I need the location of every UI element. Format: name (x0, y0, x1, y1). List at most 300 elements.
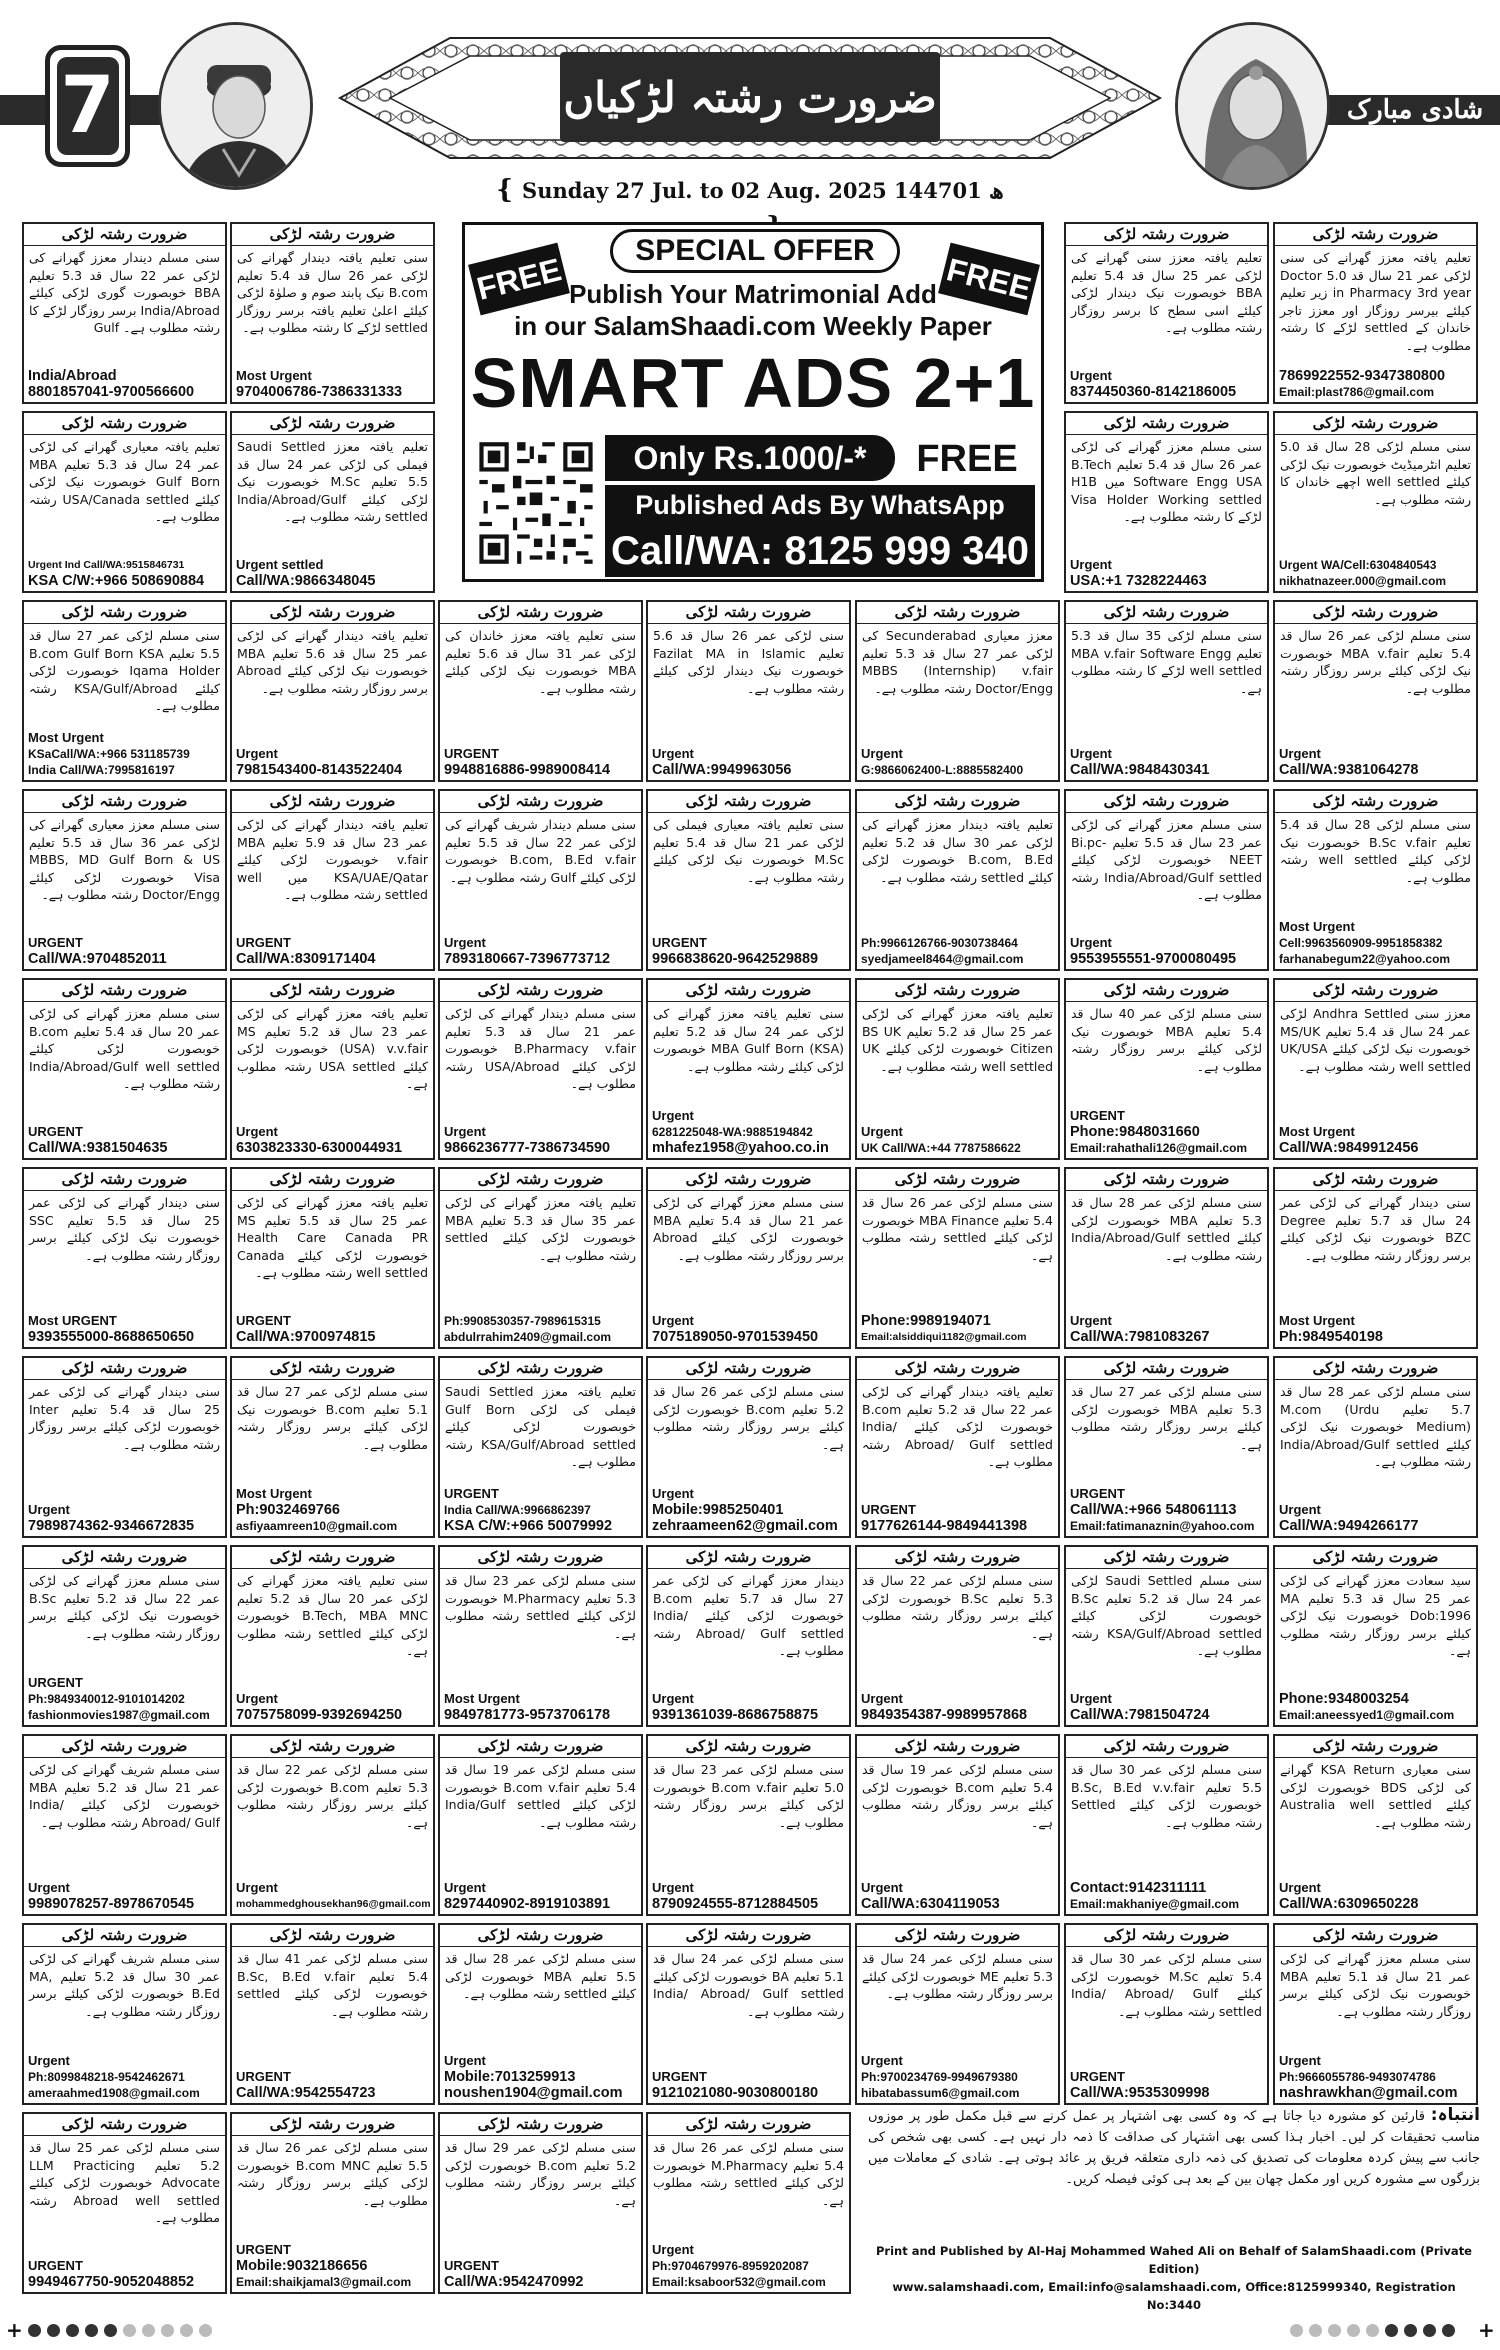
bride-portrait (1175, 22, 1330, 190)
ad-contact-line: URGENT (444, 746, 499, 761)
ad-contact-line[interactable]: 9704006786-7386331333 (236, 384, 403, 400)
ad-heading: ضرورت رشتہ لڑکی (232, 602, 433, 624)
matrimonial-ad[interactable] (438, 1923, 643, 2105)
ad-heading: ضرورت رشتہ لڑکی (24, 1358, 225, 1380)
ad-contact-line[interactable]: India Call/WA:9966862397 (444, 1503, 591, 1517)
ad-contact-line[interactable]: syedjameel8464@gmail.com (861, 952, 1024, 966)
ad-contact-line[interactable]: Call/WA:9949963056 (652, 762, 792, 778)
ad-contact (857, 1313, 1058, 1347)
ad-contact-line[interactable]: Call/WA:9849912456 (1279, 1140, 1419, 1156)
ad-contact-line[interactable]: Ph:9849540198 (1279, 1329, 1383, 1345)
ad-heading: ضرورت رشتہ لڑکی (1275, 413, 1476, 435)
ad-body-text: سنی مسلم لڑکی عمر 26 سال قد 5.2 تعلیم B.com خوبصورت لڑکی کیلئے برسر روزگار رشتہ مطلوب ہے۔ (653, 1384, 844, 1452)
matrimonial-ad[interactable] (438, 1734, 643, 1916)
ad-body-text: تعلیم یافتہ معزز گھرانے کی لڑکی عمر 25 سال قد 5.2 تعلیم BS UK Citizen خوبصورت لڑکی کیلئے UK well settled رشتہ مطلوب ہے۔ (862, 1006, 1053, 1074)
ad-contact-line[interactable]: Ph:8099848218-9542462671 (28, 2070, 185, 2084)
ad-heading: ضرورت رشتہ لڑکی (440, 980, 641, 1002)
ad-body-text: سنی دیندار گھرانے کی لڑکی عمر 25 سال قد 5.5 تعلیم SSC خوبصورت نیک لڑکی کیلئے برسر روزگار رشتہ مطلوب ہے۔ (29, 1195, 221, 1263)
ad-contact-line: URGENT (236, 2242, 291, 2257)
matrimonial-ad[interactable] (855, 789, 1060, 971)
matrimonial-ad[interactable] (230, 1356, 435, 1538)
ad-heading: ضرورت رشتہ لڑکی (1275, 1547, 1476, 1569)
ad-contact (648, 2069, 849, 2103)
ad-contact (232, 1124, 433, 1158)
ad-contact-line: URGENT (236, 1313, 291, 1328)
ad-contact-line[interactable]: G:9866062400-L:8885582400 (861, 763, 1024, 777)
ad-contact-line[interactable]: KSA C/W:+966 50079992 (444, 1518, 613, 1534)
ad-contact-line[interactable]: zehraameen62@gmail.com (652, 1518, 838, 1534)
ad-body-text: تعلیم یافتہ معیاری گھرانے کی لڑکی عمر 24 سال قد 5.3 تعلیم MBA Gulf Born خوبصورت نیک لڑکی کیلئے USA/Canada settled رشتہ مطلوب ہے۔ (29, 439, 221, 524)
offer-whatsapp-line: Published Ads By WhatsApp (605, 485, 1035, 525)
ad-contact-line: Urgent (652, 1691, 694, 1706)
ad-contact-line[interactable]: 6281225048-WA:9885194842 (652, 1125, 813, 1139)
matrimonial-ad[interactable] (1273, 1356, 1478, 1538)
matrimonial-ad[interactable] (646, 789, 851, 971)
ad-contact-line[interactable]: Call/WA:7981083267 (1070, 1329, 1210, 1345)
ad-body-text: تعلیم یافتہ دیندار گھرانے کی لڑکی عمر 23 سال قد 5.9 تعلیم MBA v.fair خوبصورت لڑکی کیلئے KSA/UAE/Qatar میں well settled رشتہ مطلوب ہے۔ (237, 817, 429, 902)
offer-free-label: FREE (916, 438, 1018, 480)
matrimonial-ad[interactable] (438, 978, 643, 1160)
ad-contact-line: Urgent (444, 1124, 486, 1139)
matrimonial-ad[interactable] (438, 600, 643, 782)
free-tag-right: FREE (938, 243, 1040, 316)
ad-contact-line[interactable]: asfiyaamreen10@gmail.com (236, 1519, 398, 1533)
ad-contact-line[interactable]: Call/WA:9700974815 (236, 1329, 376, 1345)
imprint-line-1: Print and Published by Al-Haj Mohammed Wahed Ali on Behalf of SalamShaadi.com (Private Edition) (875, 2244, 1472, 2276)
ad-body-text: سنی معیاری KSA Return گھرانے کی لڑکی BDS خوبصورت لڑکی کیلئے Australia well settled رشتہ مطلوب ہے۔ (1280, 1762, 1471, 1830)
dot-icon (66, 2324, 79, 2337)
ad-contact-line[interactable]: Call/WA:9542470992 (444, 2274, 584, 2290)
ad-contact-line[interactable]: 9393555000-8688650650 (28, 1329, 195, 1345)
ad-contact-line[interactable]: Mobile:9032186656 (236, 2258, 368, 2274)
ad-contact-line[interactable]: Call/WA:9866348045 (236, 573, 376, 589)
ad-contact (1066, 557, 1267, 591)
matrimonial-ad[interactable] (1064, 1545, 1269, 1727)
ad-contact-line[interactable]: KSaCall/WA:+966 531185739 (28, 747, 190, 761)
ad-contact-line[interactable]: 9121021080-9030800180 (652, 2085, 819, 2101)
ad-contact (648, 1313, 849, 1347)
matrimonial-ad[interactable] (855, 1734, 1060, 1916)
ad-contact-line[interactable]: mohammedghousekhan96@gmail.com (236, 1898, 431, 1910)
ad-contact (648, 1486, 849, 1536)
matrimonial-ad[interactable] (855, 978, 1060, 1160)
ad-contact-line[interactable]: Ph:9666055786-9493074786 (1279, 2070, 1436, 2084)
ad-contact-line: Urgent (1070, 557, 1112, 572)
ad-heading: ضرورت رشتہ لڑکی (232, 1736, 433, 1758)
matrimonial-ad[interactable] (22, 1734, 227, 1916)
ad-contact-line[interactable]: 9391361039-8686758875 (652, 1707, 819, 1723)
ad-contact-line: Urgent (28, 2053, 70, 2068)
ad-body-text: سید سعادت معزز گھرانے کی لڑکی عمر 25 سال قد 5.3 تعلیم MA Dob:1996 خوبصورت نیک لڑکی کیلئے برسر روزگار رشتہ مطلوب ہے۔ (1280, 1573, 1471, 1658)
ad-contact-line: India/Abroad (28, 368, 117, 384)
ad-contact-line[interactable]: 9849354387-9989957868 (861, 1707, 1028, 1723)
ad-contact-line[interactable]: Call/WA:9704852011 (28, 951, 167, 967)
ad-contact-line[interactable]: Email:shaikjamal3@gmail.com (236, 2275, 412, 2289)
matrimonial-ad[interactable] (1064, 1923, 1269, 2105)
matrimonial-ad[interactable] (22, 1356, 227, 1538)
ad-contact-line[interactable]: Cell:9963560909-9951858382 (1279, 936, 1443, 950)
ad-body-text: سنی مسلم لڑکی عمر 30 سال قد 5.5 تعلیم B.Sc, B.Ed v.v.fair خوبصورت لڑکی کیلئے Settled رشتہ مطلوب ہے۔ (1071, 1762, 1262, 1830)
ad-contact-line: URGENT (28, 1675, 83, 1690)
bride-illustration-icon (1178, 25, 1330, 190)
color-dots-left (28, 2322, 212, 2338)
ad-contact-line[interactable]: Ph:9704679976-8959202087 (652, 2259, 809, 2273)
ad-contact-line[interactable]: Ph:9700234769-9949679380 (861, 2070, 1018, 2084)
ad-contact-line[interactable]: Call/WA:6309650228 (1279, 1896, 1419, 1912)
ad-contact (1275, 1691, 1476, 1725)
matrimonial-ad[interactable] (230, 1734, 435, 1916)
matrimonial-ad[interactable] (1064, 789, 1269, 971)
matrimonial-ad[interactable] (1273, 411, 1478, 593)
ad-heading: ضرورت رشتہ لڑکی (440, 1547, 641, 1569)
dot-icon (1290, 2324, 1303, 2337)
ad-heading: ضرورت رشتہ لڑکی (857, 1736, 1058, 1758)
ad-heading: ضرورت رشتہ لڑکی (648, 602, 849, 624)
ad-heading: ضرورت رشتہ لڑکی (1066, 602, 1267, 624)
qr-code-icon[interactable] (475, 438, 597, 568)
dot-icon (199, 2324, 212, 2337)
ad-contact-line[interactable]: Call/WA:9848430341 (1070, 762, 1210, 778)
special-offer-box[interactable] (462, 222, 1044, 582)
matrimonial-ad[interactable] (646, 1167, 851, 1349)
ad-body-text: سنی مسلم دیندار گھرانے کی لڑکی عمر 21 سال قد 5.3 تعلیم B.Pharmacy v.fair خوبصورت لڑکی کیلئے USA/Abroad رشتہ مطلوب ہے۔ (445, 1006, 636, 1091)
ad-contact-line[interactable]: 6303823330-6300044931 (236, 1140, 403, 1156)
issue-date-text: Sunday 27 Jul. to 02 Aug. 2025 1447ھ 01 (522, 178, 1004, 203)
page-title: ضرورت رشتہ لڑکیاں (560, 52, 940, 142)
dot-icon (1442, 2324, 1455, 2337)
ad-contact (440, 1486, 641, 1536)
ad-contact-line[interactable]: KSA C/W:+966 508690884 (28, 573, 205, 589)
ad-body-text: معزز معیاری Secunderabad کی لڑکی عمر 27 سال قد 5.3 تعلیم MBBS (Internship) v.fair Doctor/Engg رشتہ مطلوب ہے۔ (862, 628, 1054, 696)
ad-contact-line: URGENT (652, 2069, 707, 2084)
matrimonial-ad[interactable] (438, 1167, 643, 1349)
ad-contact-line[interactable]: 7869922552-9347380800 (1279, 368, 1446, 384)
dot-icon (104, 2324, 117, 2337)
dot-icon (1309, 2324, 1322, 2337)
matrimonial-ad[interactable] (230, 1923, 435, 2105)
ad-contact-line: Most Urgent (1279, 1124, 1355, 1139)
ad-contact-line[interactable]: 9553955551-9700080495 (1070, 951, 1237, 967)
matrimonial-ad[interactable] (1273, 1167, 1478, 1349)
ad-body-text: سنی مسلم لڑکی عمر 23 سال قد 5.3 تعلیم M.Pharmacy خوبصورت لڑکی کیلئے settled رشتہ مطلوب ہے۔ (445, 1573, 636, 1641)
ad-contact-line[interactable]: Ph:9966126766-9030738464 (861, 936, 1018, 950)
matrimonial-ad[interactable] (646, 1734, 851, 1916)
matrimonial-ad[interactable] (438, 1545, 643, 1727)
ad-heading: ضرورت رشتہ لڑکی (440, 1358, 641, 1380)
ad-contact-line[interactable]: Phone:9989194071 (861, 1313, 991, 1329)
matrimonial-ad[interactable] (230, 222, 435, 404)
ad-heading: ضرورت رشتہ لڑکی (648, 1169, 849, 1191)
ad-heading: ضرورت رشتہ لڑکی (1275, 980, 1476, 1002)
matrimonial-ad[interactable] (22, 222, 227, 404)
ad-contact-line[interactable]: Call/WA:9381064278 (1279, 762, 1419, 778)
ad-heading: ضرورت رشتہ لڑکی (24, 602, 225, 624)
ad-contact-line[interactable]: 8790924555-8712884505 (652, 1896, 819, 1912)
ad-body-text: سنی مسلم لڑکی عمر 24 سال قد 5.3 تعلیم ME خوبصورت لڑکی کیلئے برسر روزگار رشتہ مطلوب ہے۔ (862, 1951, 1054, 2001)
ad-contact-line[interactable]: India Call/WA:7995816197 (28, 763, 175, 777)
ad-heading: ضرورت رشتہ لڑکی (440, 2114, 641, 2136)
ad-contact (1066, 2069, 1267, 2103)
dot-icon (28, 2324, 41, 2337)
ad-contact-line[interactable]: mhafez1958@yahoo.co.in (652, 1140, 829, 1156)
matrimonial-ad[interactable] (22, 600, 227, 782)
matrimonial-ad[interactable] (646, 978, 851, 1160)
registration-mark-right-icon: + (1478, 2318, 1495, 2342)
ad-contact (1066, 1108, 1267, 1158)
ad-contact-line[interactable]: Mobile:9985250401 (652, 1502, 784, 1518)
ad-contact (24, 2258, 225, 2292)
ad-heading: ضرورت رشتہ لڑکی (232, 1358, 433, 1380)
ad-contact (232, 1313, 433, 1347)
ad-contact-line[interactable]: Email:aneessyed1@gmail.com (1279, 1708, 1455, 1722)
ad-contact-line[interactable]: abdulrrahim2409@gmail.com (444, 1330, 612, 1344)
matrimonial-ad[interactable] (1273, 600, 1478, 782)
ad-contact (24, 1502, 225, 1536)
ad-contact-line[interactable]: Mobile:7013259913 (444, 2069, 576, 2085)
matrimonial-ad[interactable] (1064, 1167, 1269, 1349)
ad-body-text: سنی مسلم دیندار شریف گھرانے کی لڑکی عمر 22 سال قد 5.5 تعلیم B.com, B.Ed v.fair خوبصورت لڑکی کیلئے Gulf رشتہ مطلوب ہے۔ (445, 817, 637, 885)
ad-contact-line[interactable]: 9948816886-9989008414 (444, 762, 611, 778)
matrimonial-ad[interactable] (230, 1545, 435, 1727)
matrimonial-ad[interactable] (1064, 222, 1269, 404)
ad-body-text: سنی مسلم معزز گھرانے کی لڑکی عمر 22 سال قد 5.2 تعلیم B.Sc خوبصورت نیک لڑکی کیلئے برسر روزگار رشتہ مطلوب ہے۔ (29, 1573, 221, 1641)
ad-contact-line[interactable]: 8801857041-9700566600 (28, 384, 195, 400)
ad-contact-line[interactable]: Call/WA:+966 548061113 (1070, 1502, 1237, 1518)
ad-contact-line[interactable]: Urgent WA/Cell:6304840543 (1279, 558, 1437, 572)
ad-body-text: سنی مسلم لڑکی عمر 24 سال قد 5.1 تعلیم BA خوبصورت لڑکی کیلئے India/ Abroad/ Gulf settled رشتہ مطلوب ہے۔ (653, 1951, 845, 2019)
matrimonial-ad[interactable] (22, 2112, 227, 2294)
ad-body-text: سنی مسلم لڑکی عمر 19 سال قد 5.4 تعلیم B.com v.fair خوبصورت لڑکی کیلئے India/Gulf settled رشتہ مطلوب ہے۔ (445, 1762, 637, 1830)
ad-contact (232, 368, 433, 402)
ad-heading: ضرورت رشتہ لڑکی (648, 1358, 849, 1380)
matrimonial-ad[interactable] (230, 411, 435, 593)
matrimonial-ad[interactable] (1064, 411, 1269, 593)
ad-contact (440, 1880, 641, 1914)
matrimonial-ad[interactable] (22, 978, 227, 1160)
ad-contact-line[interactable]: Email:rahathali126@gmail.com (1070, 1141, 1248, 1155)
issue-date: { Sunday 27 Jul. to 02 Aug. 2025 1447ھ 01 (480, 172, 1020, 208)
ad-heading: ضرورت رشتہ لڑکی (857, 1925, 1058, 1947)
ad-contact-line: Urgent (1279, 746, 1321, 761)
ad-contact-line[interactable]: 9966838620-9642529889 (652, 951, 819, 967)
ad-contact-line[interactable]: nikhatnazeer.000@gmail.com (1279, 574, 1447, 588)
ad-contact (232, 1486, 433, 1536)
matrimonial-ad[interactable] (646, 1923, 851, 2105)
dot-icon (180, 2324, 193, 2337)
matrimonial-ad[interactable] (855, 1167, 1060, 1349)
ad-contact-line[interactable]: Email:makhaniye@gmail.com (1070, 1897, 1240, 1911)
ad-body-text: سنی تعلیم یافتہ دیندار گھرانے کی لڑکی عمر 26 سال قد 5.4 تعلیم B.com نیک پابند صوم و صلوٰۃ لڑکی کیلئے اعلیٰ تعلیم یافتہ برسر روزگار settled لڑکے کا رشتہ مطلوب ہے۔ (237, 250, 429, 335)
offer-price: Only Rs.1000/-* (605, 435, 895, 481)
matrimonial-ad[interactable] (1273, 222, 1478, 404)
ad-contact-line: URGENT (1070, 2069, 1125, 2084)
matrimonial-ad[interactable] (230, 978, 435, 1160)
ad-contact-line[interactable]: 8374450360-8142186005 (1070, 384, 1237, 400)
ad-heading: ضرورت رشتہ لڑکی (1066, 791, 1267, 813)
shaadi-mubarak-logo: شادی مبارک (1346, 95, 1484, 125)
matrimonial-ad[interactable] (1273, 1734, 1478, 1916)
matrimonial-ad[interactable] (438, 1356, 643, 1538)
ad-heading: ضرورت رشتہ لڑکی (440, 1925, 641, 1947)
matrimonial-ad[interactable] (646, 1545, 851, 1727)
ad-heading: ضرورت رشتہ لڑکی (648, 1736, 849, 1758)
matrimonial-ad[interactable] (22, 1167, 227, 1349)
ad-body-text: سنی تعلیم یافتہ معزز گھرانے کی لڑکی عمر 20 سال قد 5.2 تعلیم B.Tech, MBA MNC خوبصورت لڑکی کیلئے settled رشتہ مطلوب ہے۔ (237, 1573, 429, 1658)
ad-contact-line[interactable]: Email:alsiddiqui1182@gmail.com (861, 1331, 1027, 1343)
ad-contact (1275, 368, 1476, 402)
ad-contact (232, 2069, 433, 2103)
ad-contact-line[interactable]: Email:plast786@gmail.com (1279, 385, 1435, 399)
ad-contact-line: Most Urgent (444, 1691, 520, 1706)
ad-contact-line[interactable]: Call/WA:6304119053 (861, 1896, 1000, 1912)
ad-contact-line[interactable]: Email:ksaboor532@gmail.com (652, 2275, 826, 2289)
ad-contact-line: Urgent settled (236, 557, 324, 572)
ad-heading: ضرورت رشتہ لڑکی (1275, 224, 1476, 246)
ad-contact-line[interactable]: 9849781773-9573706178 (444, 1707, 611, 1723)
ad-heading: ضرورت رشتہ لڑکی (232, 980, 433, 1002)
ad-heading: ضرورت رشتہ لڑکی (24, 980, 225, 1002)
ad-contact-line[interactable]: hibatabassum6@gmail.com (861, 2086, 1020, 2100)
ad-heading: ضرورت رشتہ لڑکی (24, 1169, 225, 1191)
matrimonial-ad[interactable] (855, 1356, 1060, 1538)
groom-portrait (158, 22, 313, 190)
ad-contact-line[interactable]: Ph:9032469766 (236, 1502, 340, 1518)
ad-contact-line[interactable]: Call/WA:9542554723 (236, 2085, 376, 2101)
offer-call-number[interactable]: Call/WA: 8125 999 340 (605, 525, 1035, 577)
ad-contact-line[interactable]: 7893180667-7396773712 (444, 951, 611, 967)
ad-contact (232, 557, 433, 591)
ad-contact-line[interactable]: Contact:9142311111 (1070, 1880, 1207, 1896)
ad-contact (440, 1691, 641, 1725)
ad-contact-line[interactable]: USA:+1 7328224463 (1070, 573, 1207, 589)
matrimonial-ad[interactable] (1273, 1545, 1478, 1727)
ad-heading: ضرورت رشتہ لڑکی (1066, 1358, 1267, 1380)
matrimonial-ad[interactable] (855, 600, 1060, 782)
ad-contact (440, 2053, 641, 2103)
matrimonial-ad[interactable] (438, 789, 643, 971)
dot-icon (1404, 2324, 1417, 2337)
dot-icon (85, 2324, 98, 2337)
ad-contact (440, 2258, 641, 2292)
ad-contact-line[interactable]: Ph:9908530357-7989615315 (444, 1314, 601, 1328)
ad-contact-line[interactable]: Call/WA:9494266177 (1279, 1518, 1419, 1534)
ad-contact (857, 2053, 1058, 2103)
matrimonial-ad[interactable] (1064, 1356, 1269, 1538)
matrimonial-ad[interactable] (230, 2112, 435, 2294)
ad-contact-line[interactable]: 9989078257-8978670545 (28, 1896, 195, 1912)
matrimonial-ad[interactable] (230, 1167, 435, 1349)
ad-heading: ضرورت رشتہ لڑکی (857, 1169, 1058, 1191)
ad-contact-line[interactable]: 7075758099-9392694250 (236, 1707, 403, 1723)
ad-contact (232, 1691, 433, 1725)
ad-body-text: سنی مسلم لڑکی عمر 27 سال قد 5.3 تعلیم MBA خوبصورت لڑکی کیلئے برسر روزگار رشتہ مطلوب ہے۔ (1071, 1384, 1262, 1452)
matrimonial-ad[interactable] (646, 600, 851, 782)
ad-contact-line: URGENT (1070, 1108, 1125, 1123)
matrimonial-ad[interactable] (22, 1545, 227, 1727)
ad-heading: ضرورت رشتہ لڑکی (24, 791, 225, 813)
ad-contact-line: Urgent (861, 1880, 903, 1895)
matrimonial-ad[interactable] (438, 2112, 643, 2294)
ad-contact (1275, 1313, 1476, 1347)
ad-contact-line[interactable]: farhanabegum22@yahoo.com (1279, 952, 1451, 966)
ad-contact-line[interactable]: Phone:9348003254 (1279, 1691, 1409, 1707)
ad-contact-line: URGENT (861, 1502, 916, 1517)
ad-heading: ضرورت رشتہ لڑکی (648, 980, 849, 1002)
matrimonial-ad[interactable] (1273, 789, 1478, 971)
ad-heading: ضرورت رشتہ لڑکی (232, 1925, 433, 1947)
ad-contact (1066, 1880, 1267, 1914)
ad-contact-line[interactable]: Call/WA:9535309998 (1070, 2085, 1210, 2101)
ad-contact-line[interactable]: 7075189050-9701539450 (652, 1329, 819, 1345)
ad-contact (648, 1108, 849, 1158)
matrimonial-ad[interactable] (855, 1545, 1060, 1727)
matrimonial-ad[interactable] (1273, 1923, 1478, 2105)
ad-contact-line[interactable]: 9949467750-9052048852 (28, 2274, 195, 2290)
matrimonial-ad[interactable] (22, 789, 227, 971)
matrimonial-ad[interactable] (1064, 978, 1269, 1160)
ad-body-text: سنی مسلم لڑکی عمر 26 سال قد 5.4 تعلیم MBA Finance خوبصورت لڑکی کیلئے settled رشتہ مطلوب ہے۔ (862, 1195, 1053, 1263)
ad-contact (24, 2053, 225, 2103)
ad-contact-line[interactable]: 9866236777-7386734590 (444, 1140, 611, 1156)
matrimonial-ad[interactable] (855, 1923, 1060, 2105)
ad-contact (1066, 1313, 1267, 1347)
dot-icon (142, 2324, 155, 2337)
ad-contact (232, 1880, 433, 1914)
ad-contact-line[interactable]: fashionmovies1987@gmail.com (28, 1708, 210, 1722)
ad-contact-line: URGENT (444, 2258, 499, 2273)
ad-heading: ضرورت رشتہ لڑکی (232, 1547, 433, 1569)
ad-contact-line[interactable]: 9177626144-9849441398 (861, 1518, 1028, 1534)
matrimonial-ad[interactable] (646, 2112, 851, 2294)
ad-contact-line[interactable]: Email:fatimanaznin@yahoo.com (1070, 1519, 1255, 1533)
matrimonial-ad[interactable] (646, 1356, 851, 1538)
color-dots-right (1290, 2322, 1455, 2338)
ad-body-text: سنی مسلم معزز گھرانے کی لڑکی عمر 21 سال قد 5.1 تعلیم MBA خوبصورت نیک لڑکی کیلئے برسر روزگار رشتہ مطلوب ہے۔ (1280, 1951, 1472, 2019)
ad-contact-line[interactable]: nashrawkhan@gmail.com (1279, 2085, 1458, 2101)
offer-headline: SMART ADS 2+1 (470, 344, 1036, 422)
ad-contact-line[interactable]: 8297440902-8919103891 (444, 1896, 611, 1912)
matrimonial-ad[interactable] (22, 411, 227, 593)
matrimonial-ad[interactable] (230, 600, 435, 782)
ad-contact-line: Urgent (652, 1880, 694, 1895)
ad-contact-line[interactable]: ameraahmed1908@gmail.com (28, 2086, 200, 2100)
page-header (0, 0, 1500, 215)
matrimonial-ad[interactable] (230, 789, 435, 971)
matrimonial-ad[interactable] (1064, 1734, 1269, 1916)
ad-contact-line[interactable]: Call/WA:9381504635 (28, 1140, 168, 1156)
ad-heading: ضرورت رشتہ لڑکی (440, 791, 641, 813)
ad-contact-line[interactable]: Call/WA:8309171404 (236, 951, 376, 967)
ad-contact (857, 746, 1058, 780)
ad-contact-line[interactable]: UK Call/WA:+44 7787586622 (861, 1141, 1021, 1155)
matrimonial-ad[interactable] (1273, 978, 1478, 1160)
ad-contact-line[interactable]: 7989874362-9346672835 (28, 1518, 195, 1534)
ad-body-text: تعلیم یافتہ معزز سنی گھرانے کی لڑکی عمر 25 سال قد 5.4 تعلیم BBA خوبصورت نیک دیندار لڑکی کیلئے اسی سطح کا برسر روزگار رشتہ مطلوب ہے۔ (1071, 250, 1263, 335)
ad-body-text: تعلیم یافتہ معزز گھرانے کی لڑکی عمر 25 سال قد 5.5 تعلیم MS Health Care Canada PR خوبصورت لڑکی کیلئے Canada well settled رشتہ مطلوب ہے۔ (237, 1195, 429, 1280)
ad-contact-line[interactable]: 7981543400-8143522404 (236, 762, 403, 778)
ad-heading: ضرورت رشتہ لڑکی (440, 602, 641, 624)
ad-contact-line[interactable]: Call/WA:7981504724 (1070, 1707, 1210, 1723)
ad-contact-line[interactable]: Ph:9849340012-9101014202 (28, 1692, 185, 1706)
ad-body-text: سنی دیندار گھرانے کی لڑکی عمر 24 سال قد 5.7 تعلیم Degree BZC خوبصورت نیک لڑکی کیلئے برسر روزگار رشتہ مطلوب ہے۔ (1280, 1195, 1471, 1263)
ad-contact-line[interactable]: Urgent Ind Call/WA:9515846731 (28, 559, 185, 571)
matrimonial-ad[interactable] (1064, 600, 1269, 782)
ad-contact-line: Urgent (652, 2242, 694, 2257)
ad-contact-line[interactable]: Phone:9848031660 (1070, 1124, 1200, 1140)
ad-body-text: تعلیم یافتہ معزز گھرانے کی سنی لڑکی عمر 21 سال قد 5.0 Doctor in Pharmacy 3rd year زیر تعلیم کیلئے بیرسر روزگار اور معزز تاجر خاندان کے settled لڑکے کا رشتہ مطلوب ہے۔ (1280, 250, 1471, 353)
ad-contact-line[interactable]: noushen1904@gmail.com (444, 2085, 623, 2101)
matrimonial-ad[interactable] (22, 1923, 227, 2105)
